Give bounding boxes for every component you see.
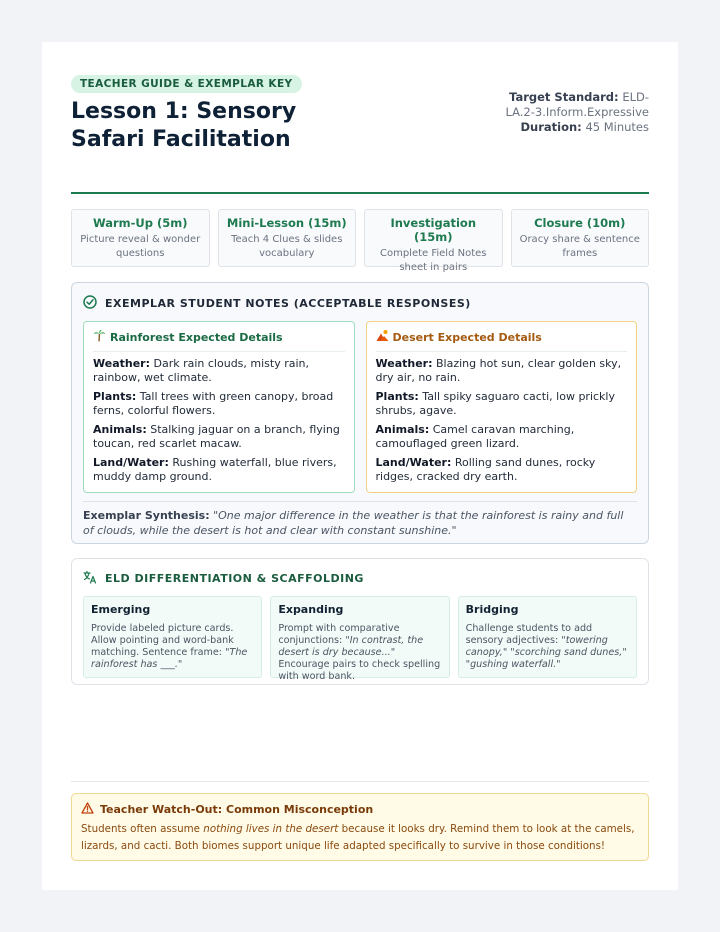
eld-level-desc: Provide labeled picture cards. Allow pointing and word-bank matching. Sentence frame: [91, 623, 234, 658]
phase-card [218, 209, 357, 267]
watchout-callout [71, 793, 649, 861]
watchout-text-after: because it looks dry. Remind them to look at the camels, lizards, and cacti. Both biomes support unique life adapted specifically to survive in those conditions! [81, 823, 635, 852]
footer-divider [71, 781, 649, 782]
synthesis-label: Exemplar Synthesis: [83, 509, 210, 522]
page-header [71, 72, 649, 194]
detail-item [93, 357, 345, 385]
warning-icon [81, 802, 94, 817]
desert-icon [376, 329, 389, 345]
exemplar-section [71, 282, 649, 544]
detail-item [376, 390, 628, 418]
eld-level-name: Emerging [91, 603, 151, 616]
detail-label: Animals: [375, 423, 430, 436]
watchout-text [81, 821, 639, 855]
rainforest-title-row [93, 329, 345, 352]
desert-title: Desert Expected Details [392, 330, 542, 344]
standard-label: Target Standard: [509, 90, 619, 104]
detail-label: Weather: [375, 357, 433, 370]
desert-title-row [376, 329, 628, 352]
lesson-meta [499, 90, 649, 135]
exemplar-title: EXEMPLAR STUDENT NOTES (ACCEPTABLE RESPONSES) [105, 297, 471, 310]
synthesis-text: "One major difference in the weather is that the rainforest is rainy and full of clouds, while the desert is hot and clear with constant sunshine." [83, 509, 624, 537]
eld-level-card [270, 596, 449, 682]
eld-level-text [91, 623, 254, 671]
duration-value: 45 Minutes [585, 120, 649, 134]
phase-card [511, 209, 650, 267]
eld-level-desc-2: Encourage pairs to check spelling with word bank. [278, 659, 441, 682]
teacher-guide-page [42, 42, 678, 890]
eld-levels [83, 596, 637, 682]
phase-title: Investigation (15m) [390, 216, 477, 244]
watchout-title: Teacher Watch-Out: Common Misconception [100, 803, 374, 816]
biome-columns [83, 321, 637, 493]
phase-title: Mini-Lesson (15m) [226, 216, 347, 230]
eld-level-name: Expanding [278, 603, 344, 616]
eld-level-example: "The rainforest has ___." [91, 647, 248, 670]
phase-title: Closure (10m) [534, 216, 626, 230]
watchout-text-emphasis: nothing lives in the desert [203, 823, 339, 835]
duration-line [499, 120, 649, 135]
rainforest-column [83, 321, 355, 493]
detail-label: Animals: [93, 423, 147, 436]
detail-text: Blazing hot sun, clear golden sky, dry air, no rain. [375, 357, 622, 384]
watchout-header [81, 802, 639, 817]
eld-level-name: Bridging [465, 603, 519, 616]
detail-item [93, 423, 345, 451]
eld-level-desc: Challenge students to add sensory adjectives: [465, 623, 593, 646]
detail-text: Stalking jaguar on a branch, flying toucan, red scarlet macaw. [93, 423, 340, 450]
desert-column [366, 321, 638, 493]
detail-label: Plants: [375, 390, 419, 403]
phase-desc: Picture reveal & wonder questions [80, 234, 201, 259]
eld-section [71, 558, 649, 685]
lesson-phases [71, 209, 649, 273]
detail-text: Dark rain clouds, misty rain, rainbow, wet climate. [93, 357, 310, 384]
guide-badge: TEACHER GUIDE & EXEMPLAR KEY [71, 75, 302, 93]
detail-label: Weather: [93, 357, 150, 370]
watchout-text-before: Students often assume [81, 823, 204, 835]
phase-desc: Oracy share & sentence frames [519, 234, 640, 259]
detail-text: Tall spiky saguaro cacti, low prickly shrubs, agave. [375, 390, 615, 417]
detail-label: Plants: [93, 390, 137, 403]
phase-desc: Teach 4 Clues & slides vocabulary [231, 234, 343, 259]
eld-level-text [278, 623, 441, 683]
header-left [71, 72, 361, 154]
phase-card [364, 209, 503, 273]
rainforest-title: Rainforest Expected Details [110, 330, 283, 344]
standard-line [499, 90, 649, 120]
duration-label: Duration: [520, 120, 582, 134]
eld-level-text [466, 623, 629, 671]
detail-text: Tall trees with green canopy, broad ferns, colorful flowers. [93, 390, 334, 417]
eld-level-example: "towering canopy," "scorching sand dunes," "gushing waterfall." [465, 635, 627, 670]
detail-item [376, 456, 628, 484]
detail-label: Land/Water: [93, 456, 169, 469]
eld-header [83, 569, 637, 588]
detail-text: Camel caravan marching, camouflaged green lizard. [375, 423, 575, 450]
standard-value: ELD-LA.2-3.Inform.Expressive [505, 90, 649, 119]
eld-level-example: "In contrast, the desert is dry because..." [278, 635, 424, 658]
phase-card [71, 209, 210, 267]
detail-item [93, 390, 345, 418]
phase-title: Warm-Up (5m) [92, 216, 188, 230]
exemplar-synthesis [83, 501, 637, 538]
detail-text: Rolling sand dunes, rocky ridges, cracked dry earth. [375, 456, 596, 483]
eld-title: ELD DIFFERENTIATION & SCAFFOLDING [105, 572, 364, 585]
eld-level-card [83, 596, 262, 678]
translate-icon [83, 569, 97, 588]
detail-item [376, 423, 628, 451]
exemplar-header [83, 294, 637, 313]
detail-item [376, 357, 628, 385]
detail-item [93, 456, 345, 484]
palm-tree-icon [93, 329, 106, 345]
eld-level-card [458, 596, 637, 678]
phase-desc: Complete Field Notes sheet in pairs [379, 248, 487, 273]
eld-level-desc: Prompt with comparative conjunctions: [278, 623, 400, 646]
check-circle-icon [83, 294, 97, 313]
detail-label: Land/Water: [375, 456, 452, 469]
page-title: Lesson 1: Sensory Safari Facilitation [71, 99, 297, 152]
detail-text: Rushing waterfall, blue rivers, muddy damp ground. [93, 456, 337, 483]
